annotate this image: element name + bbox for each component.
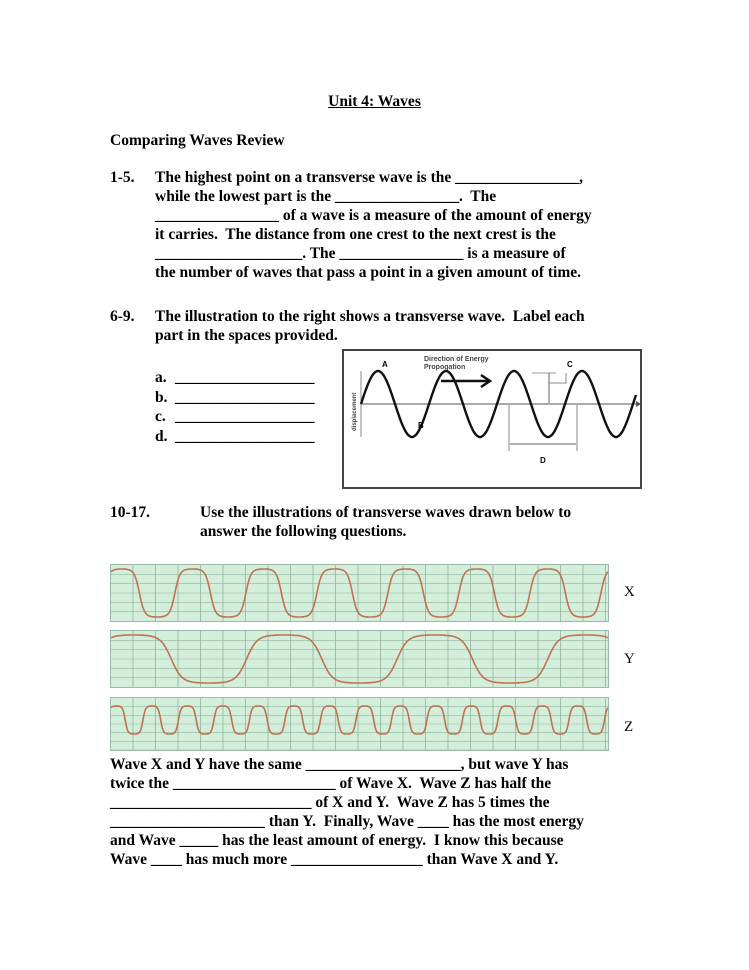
label-c: C [567,360,573,369]
wave-x-label: X [624,584,635,600]
transverse-wave-diagram [342,349,642,489]
question-line: part in the spaces provided. [155,327,338,344]
wave-z-line [111,706,608,734]
question-number: 10-17. [110,504,151,521]
paragraph-line: __________________________ of X and Y. Wave Z has 5 times the [110,794,550,811]
paragraph-line: ____________________ than Y. Finally, Wave ____ has the most energy [110,813,584,830]
page-title: Unit 4: Waves [328,93,421,110]
wave-y-label: Y [624,651,635,667]
wave-x-panel [110,564,609,622]
blank-letter: c. [155,408,166,425]
wave-y-graph [111,631,608,687]
label-d: D [540,456,546,465]
paragraph-line: Wave X and Y have the same ____________________, but wave Y has [110,756,569,773]
paragraph-line: and Wave _____ has the least amount of energy. I know this because [110,832,564,849]
arrow-label: Propogation [424,364,466,371]
question-6-9 [155,307,585,345]
question-line: ________________ of a wave is a measure of the amount of energy [155,207,592,224]
wave-z-graph [111,698,608,750]
section-heading: Comparing Waves Review [110,132,285,149]
question-line: it carries. The distance from one crest to the next crest is the [155,226,556,243]
wave-x-graph [111,565,608,621]
blank-line: __________________ [175,427,315,445]
wave-y-panel [110,630,609,688]
question-line: ___________________. The ________________ is a measure of [155,245,566,262]
wave-z-label: Z [624,719,634,735]
blank-letter: d. [155,427,168,445]
wave-diagram-svg [344,351,640,487]
label-c-leader [549,373,566,383]
question-number: 1-5. [110,169,135,186]
label-b: B [418,421,424,430]
blank-line: __________________ [175,388,315,406]
paragraph-line: twice the _____________________ of Wave X. Wave Z has half the [110,775,552,792]
wave-z-panel [110,697,609,751]
question-1-5 [155,168,592,282]
question-line: Use the illustrations of transverse waves drawn below to [200,504,572,521]
blank-line: __________________ [175,369,315,386]
question-line: while the lowest part is the ________________. The [155,188,497,205]
blank-line: __________________ [175,408,315,425]
question-line: answer the following questions. [200,523,407,540]
paragraph-line: Wave ____ has much more _________________ than Wave X and Y. [110,851,559,868]
fill-in-paragraph [110,755,584,869]
question-10-17 [200,503,571,541]
blank-letter: b. [155,388,168,406]
y-axis-label: displacement [352,392,358,431]
axis-arrowhead [636,401,640,407]
question-line: The illustration to the right shows a transverse wave. Label each [155,308,585,325]
blank-letter: a. [155,369,167,386]
question-line: the number of waves that pass a point in a given amount of time. [155,264,581,281]
question-number: 6-9. [110,308,135,325]
arrow-label: Direction of Energy [424,356,489,363]
question-line: The highest point on a transverse wave is the ________________, [155,169,583,186]
label-a: A [382,360,388,369]
